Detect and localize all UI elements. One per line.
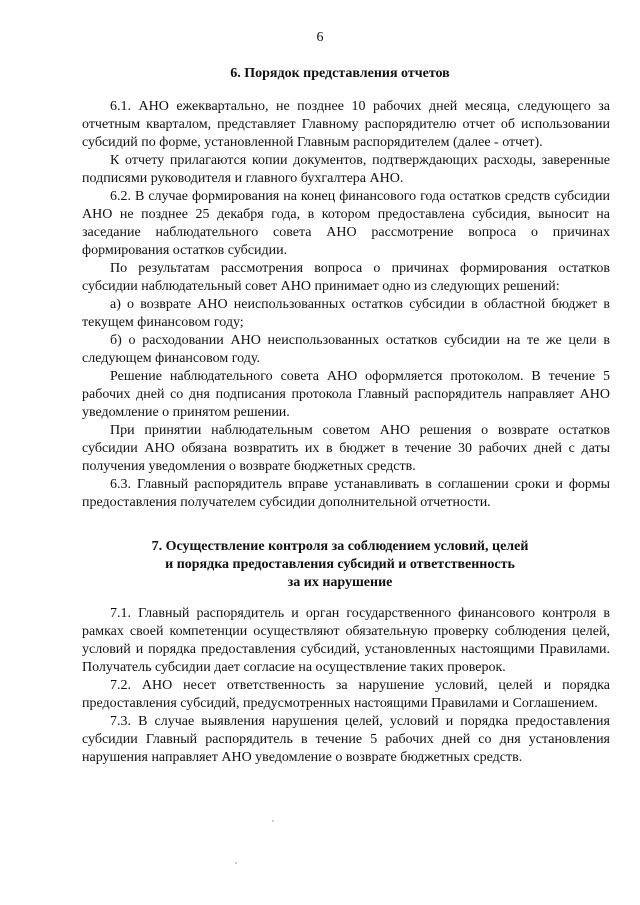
page-number: 6 (316, 30, 324, 45)
paragraph-6-2-option-b: б) о расходовании АНО неиспользованных остатков субсидии на те же цели в следующем финансовом году. (82, 333, 610, 366)
section-7-heading-line: за их нарушение (287, 575, 393, 590)
scan-artifact (235, 862, 237, 864)
scan-artifact (272, 820, 274, 822)
section-7-heading (60, 538, 620, 592)
section-7-body (82, 605, 610, 767)
paragraph-6-2-decision: По результатам рассмотрения вопроса о причинах формирования остатков субсидии наблюдательный совет АНО принимает одно из следующих решений: (82, 261, 610, 294)
section-7-heading-line: 7. Осуществление контроля за соблюдением условий, целей (151, 539, 529, 554)
paragraph-6-2-return: При принятии наблюдательным советом АНО решения о возврате остатков субсидии АНО обязана возвратить их в бюджет в течение 30 рабочих дней с даты получения уведомления о возврате бюджетных средств. (82, 423, 610, 474)
paragraph-6-2: 6.2. В случае формирования на конец финансового года остатков средств субсидии АНО не позднее 25 декабря года, в котором предоставлена субсидия, выносит на заседание наблюдательного совета АНО рассмотрение вопроса о причинах формирования остатков субсидии. (82, 189, 610, 258)
paragraph-6-2-protocol: Решение наблюдательного совета АНО оформляется протоколом. В течение 5 рабочих дней со дня подписания протокола Главный распорядитель направляет АНО уведомление о принятом решении. (82, 369, 610, 420)
paragraph-7-1: 7.1. Главный распорядитель и орган государственного финансового контроля в рамках своей компетенции осуществляют обязательную проверку соблюдения целей, условий и порядка предоставления субсидий, установленных настоящими Правилами. Получатель субсидии дает согласие на осуществление таких проверок. (82, 606, 610, 675)
section-7-heading-line: и порядка предоставления субсидий и ответственность (165, 557, 515, 572)
paragraph-6-2-option-a: а) о возврате АНО неиспользованных остатков субсидии в областной бюджет в текущем финансовом году; (82, 297, 610, 330)
paragraph-7-3: 7.3. В случае выявления нарушения целей, условий и порядка предоставления субсидии Главный распорядитель в течение 5 рабочих дней со дня установления нарушения направляет АНО уведомление о возврате бюджетных средств. (82, 714, 610, 765)
paragraph-6-1: 6.1. АНО ежеквартально, не позднее 10 рабочих дней месяца, следующего за отчетным кварталом, представляет Главному распорядителю отчет об использовании субсидий по форме, установленной Главным распорядителем (далее - отчет). (82, 99, 610, 150)
section-6-body (82, 98, 610, 512)
section-6-heading: 6. Порядок представления отчетов (230, 66, 450, 81)
paragraph-7-2: 7.2. АНО несет ответственность за нарушение условий, целей и порядка предоставления субсидий, предусмотренных настоящими Правилами и Соглашением. (82, 678, 610, 711)
paragraph-6-3: 6.3. Главный распорядитель вправе устанавливать в соглашении сроки и формы предоставления получателем субсидии дополнительной отчетности. (82, 477, 610, 510)
paragraph-6-1-attachments: К отчету прилагаются копии документов, подтверждающих расходы, заверенные подписями руководителя и главного бухгалтера АНО. (82, 153, 610, 186)
